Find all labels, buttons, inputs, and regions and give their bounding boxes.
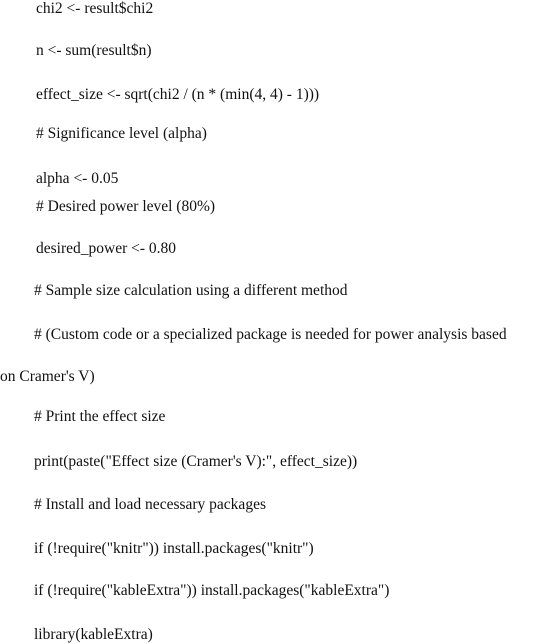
- comment-desired-power: # Desired power level (80%): [36, 198, 216, 215]
- code-line-alpha: alpha <- 0.05: [36, 170, 119, 187]
- code-line-effect-size: effect_size <- sqrt(chi2 / (n * (min(4, 4) - 1))): [36, 86, 320, 103]
- code-line-desired-power: desired_power <- 0.80: [36, 240, 177, 257]
- code-line-require-knitr: if (!require("knitr")) install.packages("knitr"): [34, 540, 314, 557]
- code-line-library-kableextra: library(kableExtra): [34, 626, 153, 643]
- code-line-chi2: chi2 <- result$chi2: [36, 0, 154, 17]
- comment-print-effect-size: # Print the effect size: [34, 408, 166, 425]
- comment-custom-code-continued: on Cramer's V): [0, 368, 95, 385]
- code-line-require-kableextra: if (!require("kableExtra")) install.packages("kableExtra"): [34, 582, 390, 599]
- comment-significance-level: # Significance level (alpha): [36, 125, 207, 142]
- code-line-print: print(paste("Effect size (Cramer's V):", effect_size)): [34, 453, 358, 470]
- comment-custom-code: # (Custom code or a specialized package is needed for power analysis based: [34, 326, 507, 343]
- comment-sample-size: # Sample size calculation using a different method: [34, 282, 348, 299]
- comment-install-packages: # Install and load necessary packages: [34, 496, 266, 513]
- code-line-n: n <- sum(result$n): [36, 42, 152, 59]
